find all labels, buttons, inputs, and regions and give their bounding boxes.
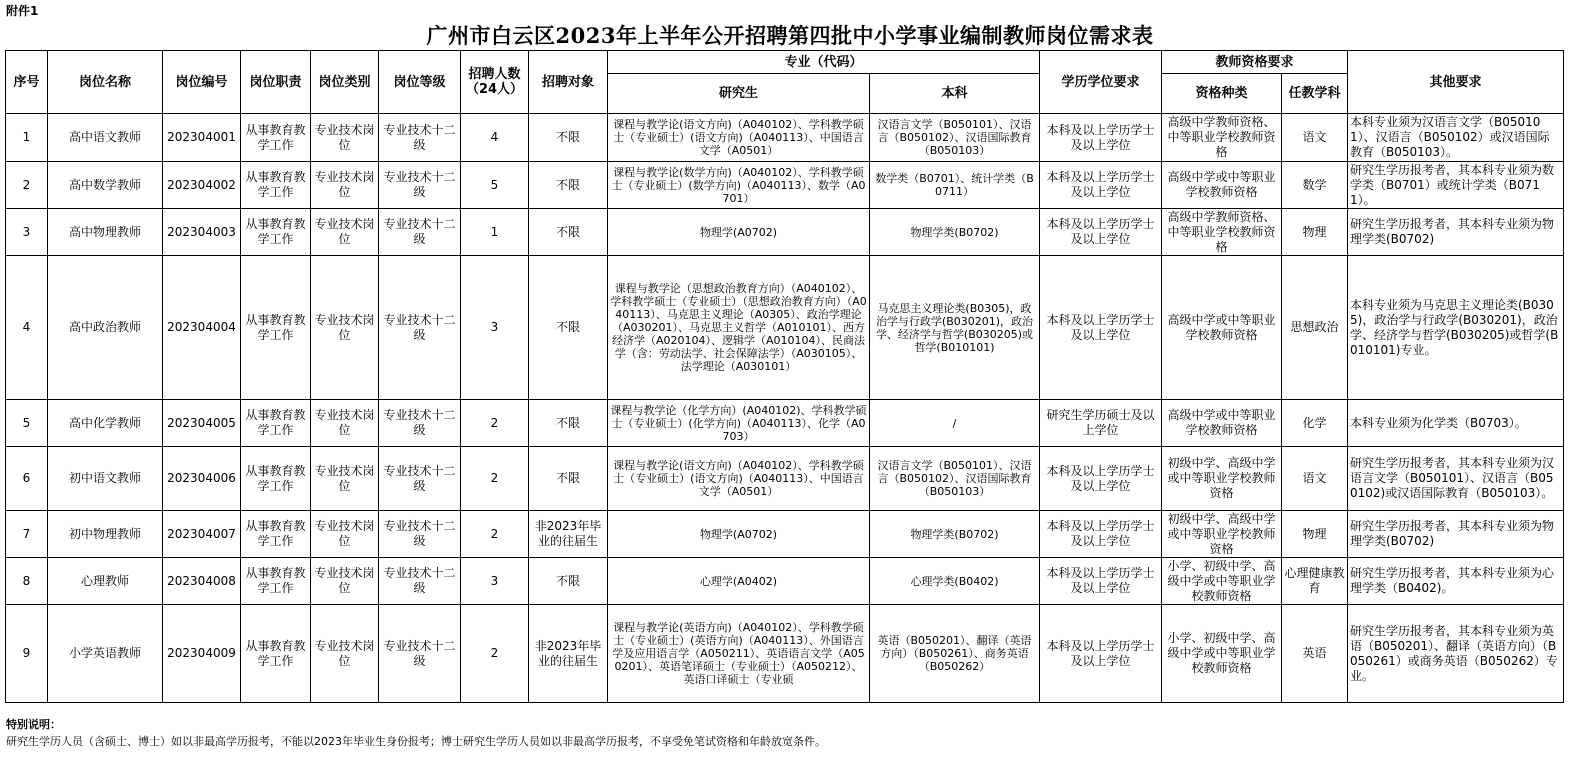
- header-teacher-req: 教师资格要求: [1162, 51, 1348, 74]
- cell-duty: 从事教育教学工作: [241, 558, 311, 605]
- cell-cert-type: 小学、初级中学、高级中学或中等职业学校教师资格: [1162, 605, 1282, 703]
- attachment-label: 附件1: [6, 4, 39, 18]
- cell-post-code: 202304008: [163, 558, 241, 605]
- cell-target: 不限: [529, 209, 608, 256]
- cell-num: 2: [461, 605, 529, 703]
- cell-cert-type: 初级中学、高级中学或中等职业学校教师资格: [1162, 447, 1282, 511]
- cell-num: 2: [461, 447, 529, 511]
- cell-subject: 物理: [1282, 511, 1348, 558]
- cell-degree: 本科及以上学历学士及以上学位: [1040, 114, 1162, 162]
- cell-num: 2: [461, 511, 529, 558]
- cell-seq: 3: [6, 209, 48, 256]
- cell-level: 专业技术十二级: [379, 400, 461, 447]
- cell-grad: 物理学(A0702): [608, 511, 870, 558]
- cell-grad: 课程与教学论(语文方向)（A040102）、学科教学硕士（专业硕士）(语文方向)（A040113）、中国语言文学（A0501）: [608, 114, 870, 162]
- cell-post-name: 初中语文教师: [48, 447, 163, 511]
- cell-seq: 8: [6, 558, 48, 605]
- cell-other: 研究生学历报考者，其本科专业须为英语（B050201）、翻译（英语方向）（B050261）或商务英语（B050262）专业。: [1348, 605, 1564, 703]
- cell-grad: 课程与教学论（思想政治教育方向）（A040102）、学科教学硕士（专业硕士）（思想政治教育方向）（A040113）、马克思主义理论（A0305）、政治学理论（A030201）、马克思主义哲学（A010101）、西方经济学（A020104）、逻辑学（A010104）、民商法学（含：劳动法学、社会保障法学）（A030105）、法学理论（A030101）: [608, 256, 870, 400]
- cell-subject: 物理: [1282, 209, 1348, 256]
- cell-category: 专业技术岗位: [311, 447, 379, 511]
- notes-label: 特别说明：: [6, 718, 61, 731]
- cell-grad: 课程与教学论(英语方向)（A040102）、学科教学硕士（专业硕士）(英语方向)（A040113）、外国语言学及应用语言学（A050211）、英语语言文学（A050201）、英语笔译硕士（专业硕士）（A050212）、英语口译硕士（专业硕: [608, 605, 870, 703]
- cell-subject: 语文: [1282, 114, 1348, 162]
- cell-other: 研究生学历报考者，其本科专业须为物理学类(B0702): [1348, 209, 1564, 256]
- cell-post-code: 202304007: [163, 511, 241, 558]
- cell-degree: 本科及以上学历学士及以上学位: [1040, 209, 1162, 256]
- cell-post-name: 心理教师: [48, 558, 163, 605]
- cell-degree: 本科及以上学历学士及以上学位: [1040, 511, 1162, 558]
- cell-category: 专业技术岗位: [311, 209, 379, 256]
- cell-post-code: 202304003: [163, 209, 241, 256]
- cell-undergrad: 汉语言文学（B050101）、汉语言（B050102）、汉语国际教育（B050103）: [870, 447, 1040, 511]
- cell-undergrad: 心理学类(B0402): [870, 558, 1040, 605]
- cell-target: 不限: [529, 162, 608, 209]
- table-row: [6, 162, 1564, 209]
- table-row: [6, 511, 1564, 558]
- cell-level: 专业技术十二级: [379, 114, 461, 162]
- cell-post-name: 高中化学教师: [48, 400, 163, 447]
- cell-undergrad: 物理学类(B0702): [870, 209, 1040, 256]
- cell-target: 不限: [529, 256, 608, 400]
- cell-category: 专业技术岗位: [311, 511, 379, 558]
- cell-post-code: 202304006: [163, 447, 241, 511]
- cell-post-code: 202304005: [163, 400, 241, 447]
- cell-seq: 7: [6, 511, 48, 558]
- cell-post-name: 高中政治教师: [48, 256, 163, 400]
- header-degree: 学历学位要求: [1040, 51, 1162, 114]
- cell-cert-type: 小学、初级中学、高级中学或中等职业学校教师资格: [1162, 558, 1282, 605]
- cell-duty: 从事教育教学工作: [241, 511, 311, 558]
- cell-post-name: 初中物理教师: [48, 511, 163, 558]
- cell-duty: 从事教育教学工作: [241, 400, 311, 447]
- cell-category: 专业技术岗位: [311, 114, 379, 162]
- cell-grad: 课程与教学论（化学方向）(A040102)、学科教学硕士（专业硕士）(化学方向)（A040113）、化学（A0703）: [608, 400, 870, 447]
- header-major: 专业（代码）: [608, 51, 1040, 74]
- cell-cert-type: 高级中学或中等职业学校教师资格: [1162, 400, 1282, 447]
- table-row: [6, 400, 1564, 447]
- cell-post-code: 202304002: [163, 162, 241, 209]
- cell-target: 不限: [529, 114, 608, 162]
- cell-num: 3: [461, 256, 529, 400]
- table-row: [6, 209, 1564, 256]
- cell-other: 本科专业须为汉语言文学（B050101）、汉语言（B050102）或汉语国际教育（B050103）。: [1348, 114, 1564, 162]
- cell-grad: 课程与教学论(语文方向)（A040102）、学科教学硕士（专业硕士）(语文方向)（A040113）、中国语言文学（A0501）: [608, 447, 870, 511]
- cell-subject: 思想政治: [1282, 256, 1348, 400]
- cell-num: 4: [461, 114, 529, 162]
- cell-target: 不限: [529, 400, 608, 447]
- cell-num: 2: [461, 400, 529, 447]
- cell-post-name: 高中物理教师: [48, 209, 163, 256]
- cell-grad: 课程与教学论(数学方向)（A040102）、学科教学硕士（专业硕士）(数学方向)（A040113）、数学（A0701）: [608, 162, 870, 209]
- cell-level: 专业技术十二级: [379, 605, 461, 703]
- cell-post-name: 小学英语教师: [48, 605, 163, 703]
- cell-num: 5: [461, 162, 529, 209]
- cell-duty: 从事教育教学工作: [241, 209, 311, 256]
- cell-duty: 从事教育教学工作: [241, 256, 311, 400]
- cell-undergrad: 英语（B050201）、翻译（英语方向）（B050261）、商务英语（B050262）: [870, 605, 1040, 703]
- cell-undergrad: 物理学类(B0702): [870, 511, 1040, 558]
- cell-degree: 研究生学历硕士及以上学位: [1040, 400, 1162, 447]
- cell-undergrad: /: [870, 400, 1040, 447]
- cell-grad: 物理学(A0702): [608, 209, 870, 256]
- cell-grad: 心理学(A0402): [608, 558, 870, 605]
- cell-duty: 从事教育教学工作: [241, 447, 311, 511]
- cell-post-name: 高中数学教师: [48, 162, 163, 209]
- header-category: 岗位类别: [311, 51, 379, 114]
- cell-degree: 本科及以上学历学士及以上学位: [1040, 162, 1162, 209]
- cell-seq: 9: [6, 605, 48, 703]
- cell-post-code: 202304004: [163, 256, 241, 400]
- header-target: 招聘对象: [529, 51, 608, 114]
- cell-undergrad: 数学类（B0701）、统计学类（B0711）: [870, 162, 1040, 209]
- cell-degree: 本科及以上学历学士及以上学位: [1040, 558, 1162, 605]
- cell-other: 本科专业须为化学类（B0703）。: [1348, 400, 1564, 447]
- cell-seq: 6: [6, 447, 48, 511]
- table-row: [6, 256, 1564, 400]
- cell-post-code: 202304009: [163, 605, 241, 703]
- cell-num: 3: [461, 558, 529, 605]
- cell-level: 专业技术十二级: [379, 511, 461, 558]
- notes: [6, 716, 826, 750]
- cell-degree: 本科及以上学历学士及以上学位: [1040, 256, 1162, 400]
- cell-level: 专业技术十二级: [379, 447, 461, 511]
- notes-text: 研究生学历人员（含硕士、博士）如以非最高学历报考，不能以2023年毕业生身份报考；博士研究生学历人员如以非最高学历报考，不享受免笔试资格和年龄放宽条件。: [6, 735, 826, 748]
- cell-degree: 本科及以上学历学士及以上学位: [1040, 447, 1162, 511]
- cell-other: 本科专业须为马克思主义理论类(B0305)，政治学与行政学(B030201)，政治学、经济学与哲学(B030205)或哲学(B010101)专业。: [1348, 256, 1564, 400]
- document-title: 广州市白云区2023年上半年公开招聘第四批中小学事业编制教师岗位需求表: [426, 23, 1154, 48]
- cell-cert-type: 初级中学、高级中学或中等职业学校教师资格: [1162, 511, 1282, 558]
- cell-num: 1: [461, 209, 529, 256]
- cell-undergrad: 马克思主义理论类(B0305)，政治学与行政学(B030201)，政治学、经济学与哲学(B030205)或哲学(B010101): [870, 256, 1040, 400]
- cell-level: 专业技术十二级: [379, 256, 461, 400]
- cell-duty: 从事教育教学工作: [241, 605, 311, 703]
- header-grad: 研究生: [608, 74, 870, 114]
- cell-target: 不限: [529, 558, 608, 605]
- cell-seq: 5: [6, 400, 48, 447]
- table-row: [6, 605, 1564, 703]
- header-undergrad: 本科: [870, 74, 1040, 114]
- cell-level: 专业技术十二级: [379, 558, 461, 605]
- table-row: [6, 447, 1564, 511]
- table-row: [6, 558, 1564, 605]
- cell-category: 专业技术岗位: [311, 162, 379, 209]
- recruitment-table: [5, 50, 1564, 703]
- cell-seq: 4: [6, 256, 48, 400]
- header-seq: 序号: [6, 51, 48, 114]
- header-level: 岗位等级: [379, 51, 461, 114]
- cell-seq: 1: [6, 114, 48, 162]
- cell-cert-type: 高级中学或中等职业学校教师资格: [1162, 256, 1282, 400]
- cell-other: 研究生学历报考者，其本科专业须为数学类（B0701）或统计学类（B0711）。: [1348, 162, 1564, 209]
- cell-level: 专业技术十二级: [379, 209, 461, 256]
- cell-subject: 数学: [1282, 162, 1348, 209]
- cell-duty: 从事教育教学工作: [241, 162, 311, 209]
- cell-other: 研究生学历报考者，其本科专业须为心理学类（B0402)。: [1348, 558, 1564, 605]
- header-other: 其他要求: [1348, 51, 1564, 114]
- cell-category: 专业技术岗位: [311, 605, 379, 703]
- cell-subject: 语文: [1282, 447, 1348, 511]
- cell-target: 非2023年毕业的往届生: [529, 605, 608, 703]
- cell-post-code: 202304001: [163, 114, 241, 162]
- header-post-code: 岗位编号: [163, 51, 241, 114]
- cell-subject: 英语: [1282, 605, 1348, 703]
- table-row: [6, 114, 1564, 162]
- cell-cert-type: 高级中学或中等职业学校教师资格: [1162, 162, 1282, 209]
- cell-level: 专业技术十二级: [379, 162, 461, 209]
- header-subject: 任教学科: [1282, 74, 1348, 114]
- cell-post-name: 高中语文教师: [48, 114, 163, 162]
- cell-category: 专业技术岗位: [311, 558, 379, 605]
- cell-category: 专业技术岗位: [311, 256, 379, 400]
- cell-target: 不限: [529, 447, 608, 511]
- cell-subject: 心理健康教育: [1282, 558, 1348, 605]
- cell-degree: 本科及以上学历学士及以上学位: [1040, 605, 1162, 703]
- cell-other: 研究生学历报考者，其本科专业须为汉语言文学（B050101）、汉语言（B050102)或汉语国际教育（B050103）。: [1348, 447, 1564, 511]
- header-duty: 岗位职责: [241, 51, 311, 114]
- cell-cert-type: 高级中学教师资格、中等职业学校教师资格: [1162, 209, 1282, 256]
- cell-other: 研究生学历报考者，其本科专业须为物理学类(B0702): [1348, 511, 1564, 558]
- cell-subject: 化学: [1282, 400, 1348, 447]
- cell-target: 非2023年毕业的往届生: [529, 511, 608, 558]
- header-num: 招聘人数（24人）: [461, 51, 529, 114]
- header-cert-type: 资格种类: [1162, 74, 1282, 114]
- cell-undergrad: 汉语言文学（B050101）、汉语言（B050102）、汉语国际教育（B050103）: [870, 114, 1040, 162]
- cell-seq: 2: [6, 162, 48, 209]
- cell-duty: 从事教育教学工作: [241, 114, 311, 162]
- header-post-name: 岗位名称: [48, 51, 163, 114]
- cell-cert-type: 高级中学教师资格、中等职业学校教师资格: [1162, 114, 1282, 162]
- cell-category: 专业技术岗位: [311, 400, 379, 447]
